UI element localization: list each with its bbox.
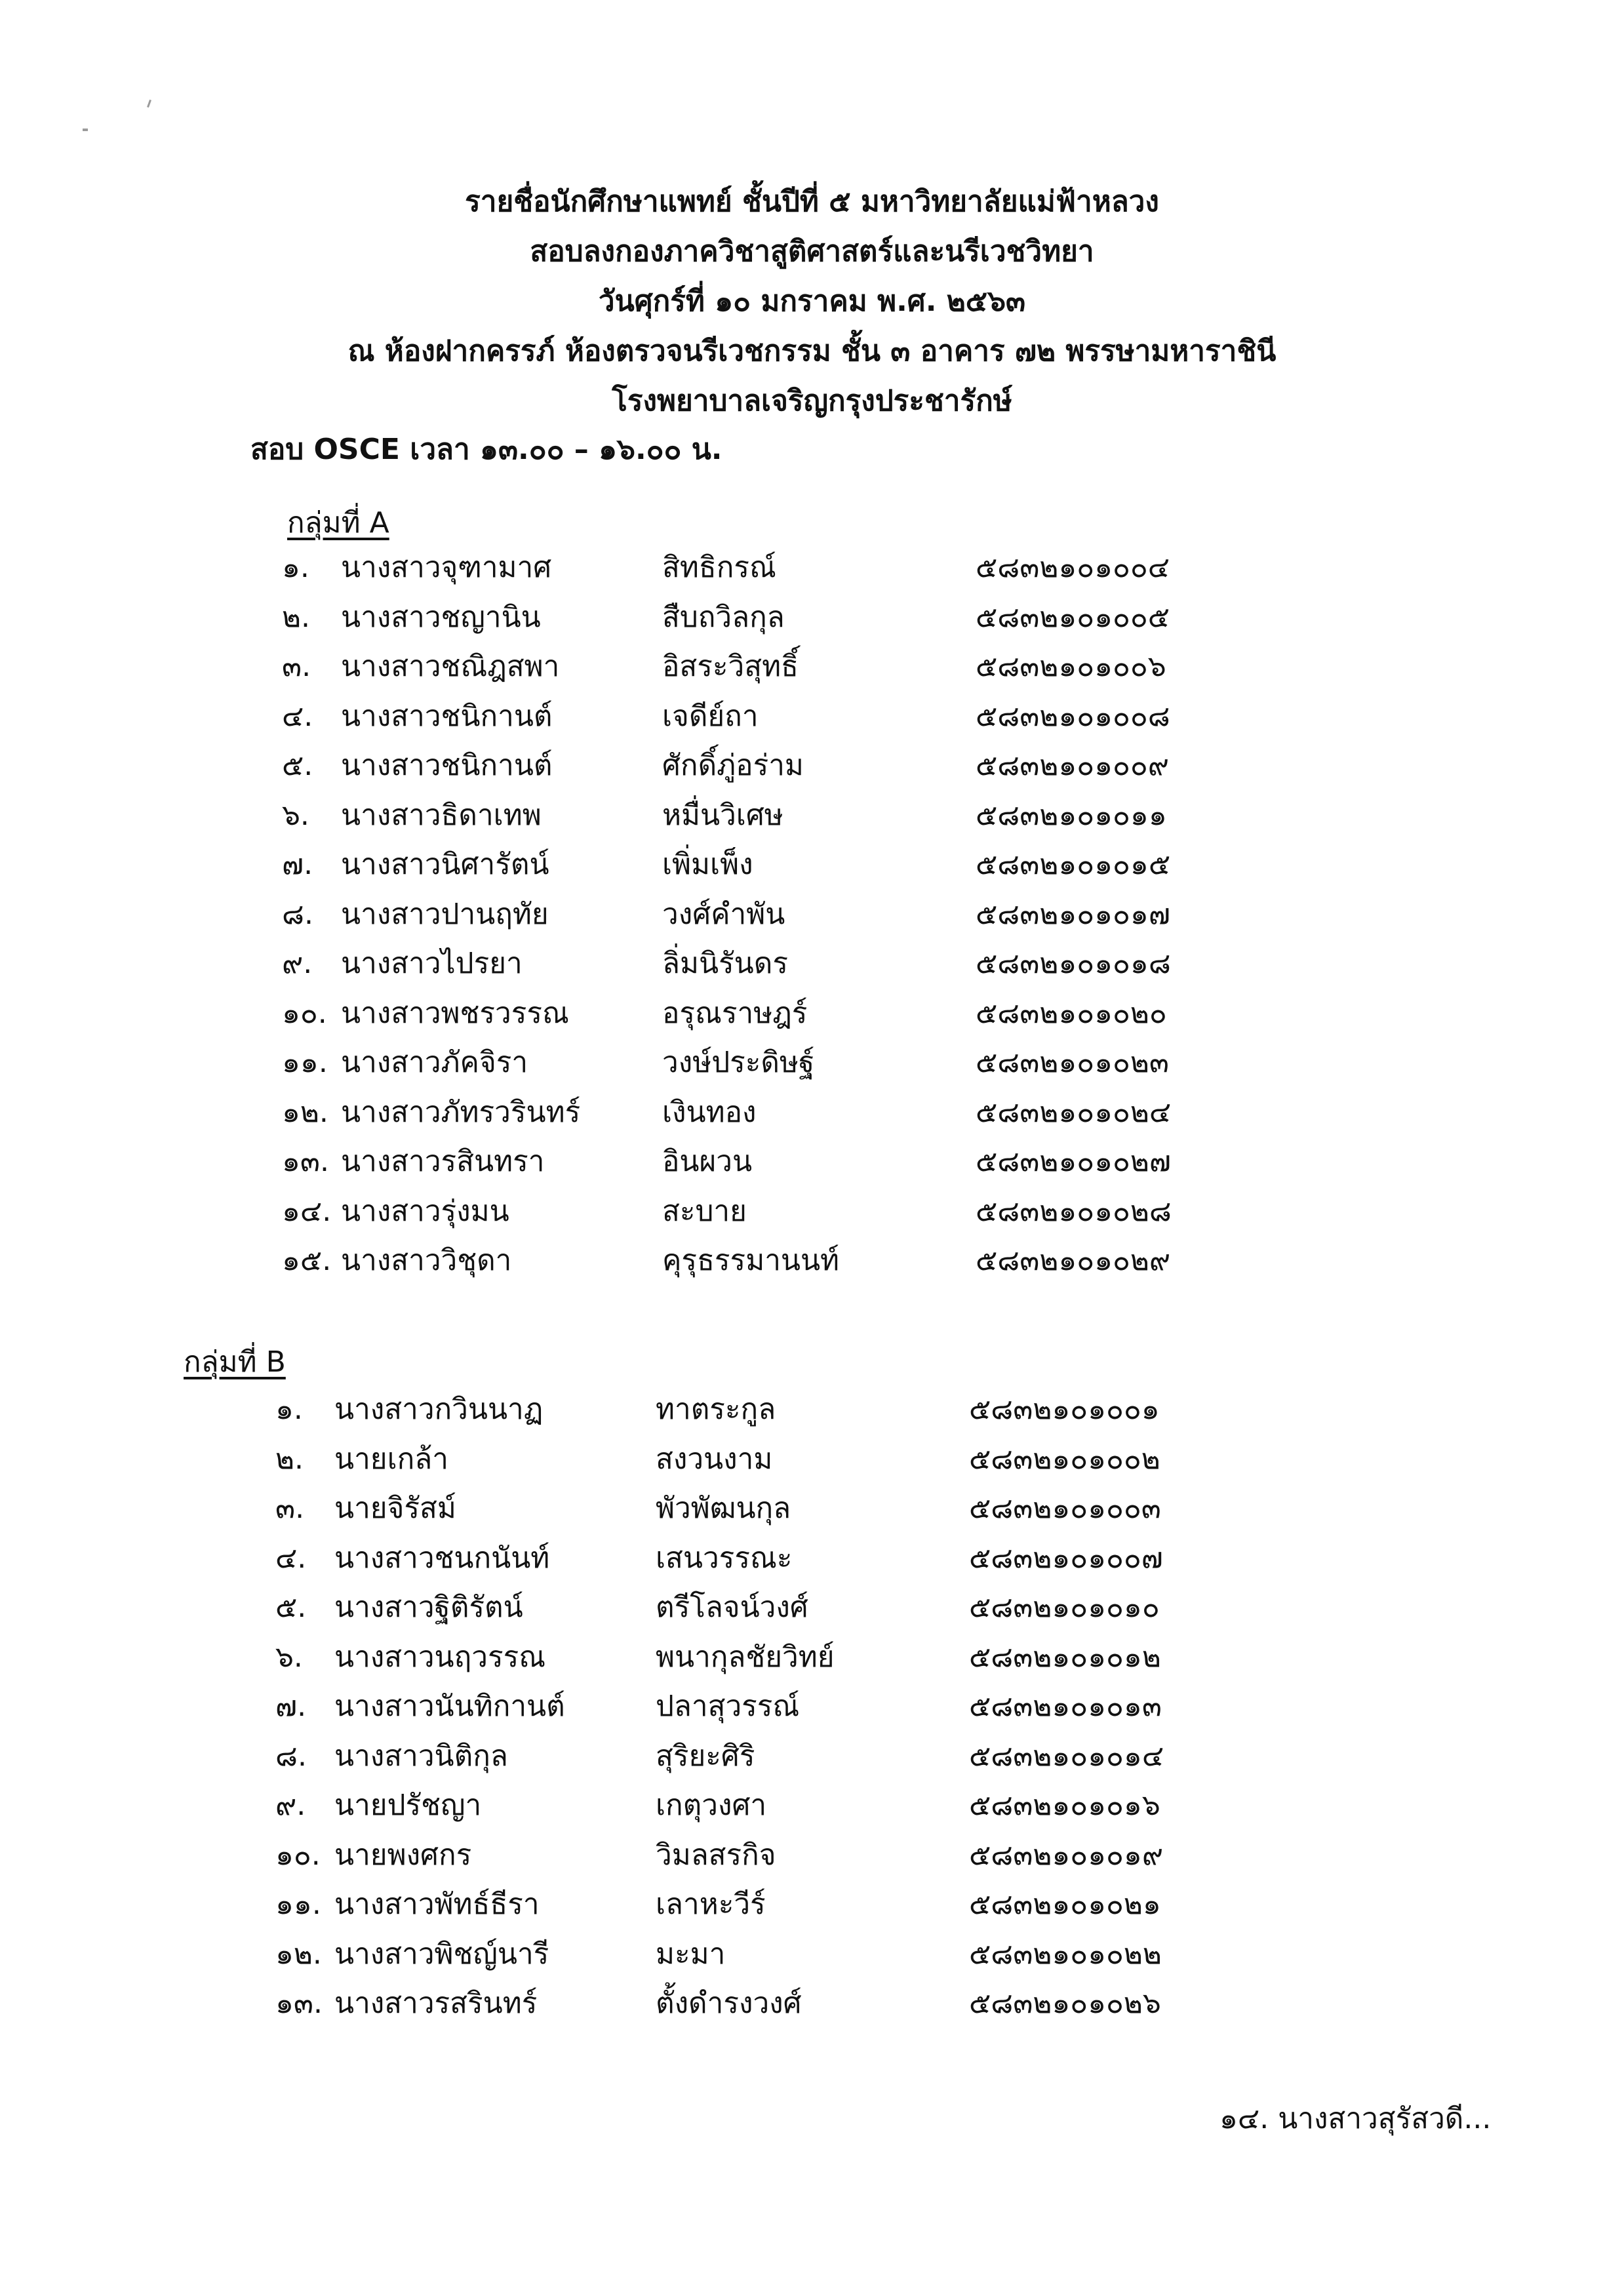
continuation-note: ๑๔. นางสาวสุรัสวดี... <box>1219 2102 1492 2135</box>
student-first-name: นางสาวภัคจิรา <box>341 1046 528 1079</box>
student-id: ๕๘๓๒๑๐๑๐๐๗ <box>969 1541 1163 1575</box>
header-date-line: วันศุกร์ที่ ๑๐ มกราคม พ.ศ. ๒๕๖๓ <box>598 285 1026 318</box>
student-row <box>0 1682 1624 1732</box>
student-number: ๓. <box>275 1492 305 1525</box>
student-first-name: นายจิรัสม์ <box>334 1492 456 1525</box>
student-first-name: นางสาวพัทธ์ธีรา <box>334 1888 540 1921</box>
student-number: ๕. <box>282 749 313 782</box>
student-row <box>0 1831 1624 1880</box>
student-last-name: เลาหะวีร์ <box>656 1888 766 1921</box>
header-hospital-line: โรงพยาบาลเจริญกรุงประชารักษ์ <box>612 384 1012 418</box>
student-number: ๕. <box>275 1591 307 1624</box>
student-id: ๕๘๓๒๑๐๑๐๑๓ <box>969 1690 1162 1723</box>
student-first-name: นางสาวไปรยา <box>341 947 523 980</box>
student-number: ๑. <box>275 1393 303 1426</box>
student-row <box>0 890 1624 940</box>
student-number: ๔. <box>275 1541 307 1575</box>
student-row <box>0 593 1624 643</box>
student-last-name: วิมลสรกิจ <box>656 1838 776 1872</box>
student-last-name: พัวพัฒนกุล <box>656 1492 791 1525</box>
student-id: ๕๘๓๒๑๐๑๐๒๖ <box>969 1987 1161 2020</box>
student-last-name: วงศ์คำพัน <box>662 897 785 931</box>
student-last-name: ศักดิ์ภู่อร่าม <box>662 749 804 782</box>
student-last-name: ตรีโลจน์วงศ์ <box>656 1591 808 1624</box>
student-first-name: นางสาวชนิกานต์ <box>341 699 553 733</box>
student-row <box>0 741 1624 791</box>
student-row <box>0 1137 1624 1187</box>
group-a-title: กลุ่มที่ A <box>287 506 389 540</box>
student-number: ๑. <box>282 551 309 584</box>
document-header <box>0 177 1624 426</box>
student-id: ๕๘๓๒๑๐๑๐๐๔ <box>976 551 1170 584</box>
student-row <box>0 1633 1624 1682</box>
student-id: ๕๘๓๒๑๐๑๐๑๙ <box>969 1838 1164 1872</box>
student-row <box>0 1435 1624 1484</box>
student-first-name: นายพงศกร <box>334 1838 472 1872</box>
student-first-name: นางสาวชณิฎสพา <box>341 650 560 683</box>
student-last-name: วงษ์ประดิษฐ์ <box>662 1046 815 1079</box>
student-first-name: นางสาวนันทิกานต์ <box>334 1690 565 1723</box>
student-first-name: นางสาวชญานิน <box>341 600 541 634</box>
student-number: ๓. <box>282 650 311 683</box>
student-first-name: นางสาวฐิติรัตน์ <box>334 1591 523 1624</box>
student-last-name: หมื่นวิเศษ <box>662 798 783 832</box>
student-last-name: สงวนงาม <box>656 1442 773 1476</box>
student-last-name: เพิ่มเพ็ง <box>662 848 753 881</box>
student-number: ๖. <box>282 798 309 832</box>
student-id: ๕๘๓๒๑๐๑๐๑๑ <box>976 798 1167 832</box>
student-id: ๕๘๓๒๑๐๑๐๐๒ <box>969 1442 1160 1476</box>
student-last-name: อรุณราษฎร์ <box>662 996 808 1030</box>
student-id: ๕๘๓๒๑๐๑๐๑๗ <box>976 897 1170 931</box>
student-row <box>0 791 1624 841</box>
student-first-name: นางสาวปานฤทัย <box>341 897 549 931</box>
student-number: ๑๓. <box>275 1987 323 2020</box>
student-number: ๘. <box>275 1739 307 1773</box>
student-last-name: พนากุลชัยวิทย์ <box>656 1640 835 1674</box>
student-number: ๑๓. <box>282 1145 329 1178</box>
student-id: ๕๘๓๒๑๐๑๐๐๑ <box>969 1393 1160 1426</box>
header-room-line: ณ ห้องฝากครรภ์ ห้องตรวจนรีเวชกรรม ชั้น ๓ อาคาร ๗๒ พรรษามหาราชินี <box>347 334 1277 368</box>
student-number: ๑๒. <box>275 1937 322 1971</box>
student-last-name: ปลาสุวรรณ์ <box>656 1690 800 1723</box>
student-first-name: นางสาวนฤวรรณ <box>334 1640 546 1674</box>
student-id: ๕๘๓๒๑๐๑๐๑๔ <box>969 1739 1164 1773</box>
student-number: ๑๑. <box>275 1888 321 1921</box>
student-id: ๕๘๓๒๑๐๑๐๑๖ <box>969 1789 1160 1822</box>
student-last-name: อิสระวิสุทธิ์ <box>662 650 799 683</box>
student-last-name: เงินทอง <box>662 1095 757 1129</box>
student-first-name: นายปรัชญา <box>334 1789 482 1822</box>
student-row <box>0 543 1624 593</box>
student-last-name: สืบถวิลกุล <box>662 600 785 634</box>
student-first-name: นางสาวกวินนาฏ <box>334 1393 544 1426</box>
student-number: ๗. <box>275 1690 307 1723</box>
student-number: ๘. <box>282 897 313 931</box>
student-row <box>0 1187 1624 1237</box>
student-first-name: นางสาวนิติกุล <box>334 1739 508 1773</box>
student-number: ๑๔. <box>282 1194 332 1228</box>
scan-speck-mark <box>147 100 151 108</box>
student-id: ๕๘๓๒๑๐๑๐๐๕ <box>976 600 1170 634</box>
student-number: ๙. <box>275 1789 306 1822</box>
student-id: ๕๘๓๒๑๐๑๐๐๖ <box>976 650 1166 683</box>
student-first-name: นางสาวพิชญ์นารี <box>334 1937 549 1971</box>
student-number: ๒. <box>282 600 310 634</box>
header-exam-subject-line: สอบลงกองภาควิชาสูติศาสตร์และนรีเวชวิทยา <box>530 235 1094 268</box>
student-last-name: ลิ่มนิรันดร <box>662 947 788 980</box>
student-row <box>0 1732 1624 1781</box>
student-row <box>0 692 1624 742</box>
student-id: ๕๘๓๒๑๐๑๐๒๓ <box>976 1046 1169 1079</box>
student-row <box>0 939 1624 989</box>
student-id: ๕๘๓๒๑๐๑๐๒๐ <box>976 996 1167 1030</box>
student-number: ๑๒. <box>282 1095 328 1129</box>
student-id: ๕๘๓๒๑๐๑๐๐๘ <box>976 699 1170 733</box>
scan-speck-mark <box>83 129 88 131</box>
student-last-name: เจดีย์ถา <box>662 699 759 733</box>
student-number: ๑๑. <box>282 1046 328 1079</box>
student-id: ๕๘๓๒๑๐๑๐๒๔ <box>976 1095 1172 1129</box>
student-last-name: อินผวน <box>662 1145 753 1178</box>
student-id: ๕๘๓๒๑๐๑๐๒๒ <box>969 1937 1162 1971</box>
student-row <box>0 1236 1624 1286</box>
student-row <box>0 1088 1624 1138</box>
student-first-name: นางสาวชนกนันท์ <box>334 1541 550 1575</box>
student-last-name: คุรุธรรมานนท์ <box>662 1244 840 1277</box>
student-last-name: ตั้งดำรงวงศ์ <box>656 1987 802 2020</box>
student-first-name: นางสาวภัทรวรินทร์ <box>341 1095 581 1129</box>
exam-time-line: สอบ OSCE เวลา ๑๓.๐๐ – ๑๖.๐๐ น. <box>250 433 723 466</box>
student-first-name: นางสาวรสรินทร์ <box>334 1987 538 2020</box>
student-row <box>0 1484 1624 1534</box>
group-b-title: กลุ่มที่ B <box>184 1345 286 1379</box>
student-row <box>0 1583 1624 1633</box>
student-number: ๑๐. <box>282 996 327 1030</box>
student-id: ๕๘๓๒๑๐๑๐๑๘ <box>976 947 1171 980</box>
student-id: ๕๘๓๒๑๐๑๐๒๘ <box>976 1194 1172 1228</box>
student-id: ๕๘๓๒๑๐๑๐๑๕ <box>976 848 1171 881</box>
student-row <box>0 1534 1624 1583</box>
student-id: ๕๘๓๒๑๐๑๐๒๗ <box>976 1145 1171 1178</box>
student-last-name: สิทธิกรณ์ <box>662 551 776 584</box>
student-last-name: สะบาย <box>662 1194 747 1228</box>
student-row <box>0 1781 1624 1831</box>
student-row <box>0 642 1624 692</box>
student-last-name: สุริยะศิริ <box>656 1739 755 1773</box>
header-title-line: รายชื่อนักศึกษาแพทย์ ชั้นปีที่ ๕ มหาวิทยาลัยแม่ฟ้าหลวง <box>465 185 1159 218</box>
student-first-name: นางสาวพชรวรรณ <box>341 996 569 1030</box>
student-row <box>0 1880 1624 1930</box>
student-number: ๙. <box>282 947 313 980</box>
student-number: ๑๕. <box>282 1244 332 1277</box>
student-last-name: เกตุวงศา <box>656 1789 767 1822</box>
student-id: ๕๘๓๒๑๐๑๐๒๑ <box>969 1888 1161 1921</box>
student-row <box>0 1038 1624 1088</box>
student-number: ๖. <box>275 1640 303 1674</box>
student-number: ๗. <box>282 848 313 881</box>
student-row <box>0 1979 1624 2029</box>
student-row <box>0 840 1624 890</box>
student-first-name: นางสาวชนิกานต์ <box>341 749 553 782</box>
student-first-name: นางสาวจุฑามาศ <box>341 551 552 584</box>
student-first-name: นางสาวนิศารัตน์ <box>341 848 549 881</box>
student-last-name: เสนวรรณะ <box>656 1541 793 1575</box>
student-row <box>0 989 1624 1039</box>
student-first-name: นางสาววิชุดา <box>341 1244 512 1277</box>
student-last-name: ทาตระกูล <box>656 1393 776 1426</box>
student-number: ๔. <box>282 699 313 733</box>
student-first-name: นางสาวธิดาเทพ <box>341 798 542 832</box>
student-id: ๕๘๓๒๑๐๑๐๐๙ <box>976 749 1169 782</box>
student-row <box>0 1385 1624 1435</box>
student-last-name: มะมา <box>656 1937 726 1971</box>
student-first-name: นางสาวรุ่งมน <box>341 1194 509 1228</box>
student-row <box>0 1930 1624 1979</box>
student-number: ๒. <box>275 1442 304 1476</box>
student-first-name: นางสาวรสินทรา <box>341 1145 545 1178</box>
student-first-name: นายเกล้า <box>334 1442 448 1476</box>
student-id: ๕๘๓๒๑๐๑๐๐๓ <box>969 1492 1161 1525</box>
student-number: ๑๐. <box>275 1838 321 1872</box>
student-id: ๕๘๓๒๑๐๑๐๑๒ <box>969 1640 1161 1674</box>
student-id: ๕๘๓๒๑๐๑๐๑๐ <box>969 1591 1160 1624</box>
student-id: ๕๘๓๒๑๐๑๐๒๙ <box>976 1244 1171 1277</box>
